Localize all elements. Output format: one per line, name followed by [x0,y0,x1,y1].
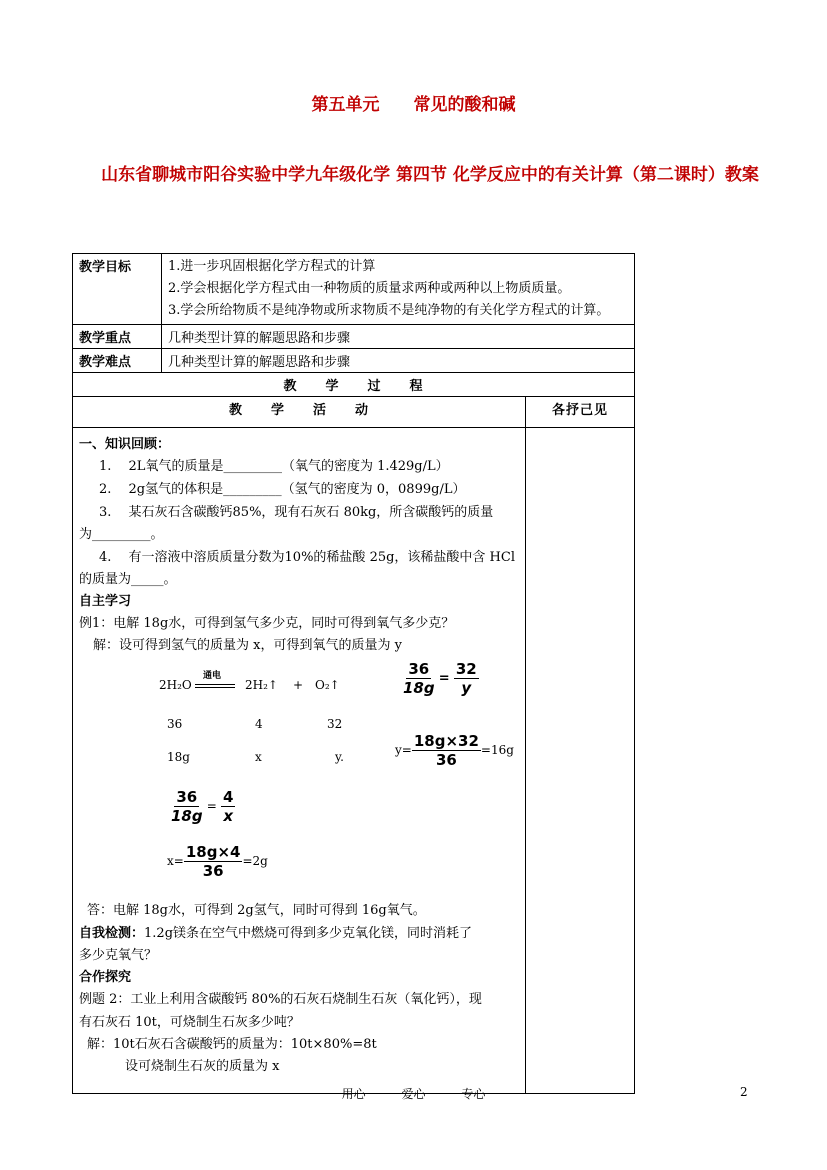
molar-mass-h2: 4 [255,717,263,731]
ratio-fraction-y [403,660,479,697]
equation-product-h2: 2H₂↑ [245,678,278,692]
equation-reactant: 2H₂O [159,678,192,692]
x-prefix: x= [167,854,184,868]
goals-cell [162,254,635,325]
cooperative-heading: 合作探究 [79,970,132,985]
footer-item: 用心 [341,1087,366,1101]
fraction-denominator: 18g [171,807,203,825]
solution-2: 解：10t石灰石含碳酸钙的质量为：10t×80%=8t [87,1037,377,1052]
question-3-line-1: 3. 某石灰石含碳酸钙85%，现有石灰石 80kg，所含碳酸钙的质量 [99,505,494,520]
ratio-fraction-x [171,788,235,825]
goal-item: 1.进一步巩固根据化学方程式的计算 [168,259,376,274]
goal-item: 2.学会根据化学方程式由一种物质的质量求两种或两种以上物质质量。 [168,281,571,296]
example-2-line-1: 例题 2：工业上利用含碳酸钙 80%的石灰石烧制生石灰（氧化钙），现 [79,992,482,1007]
lesson-plan-table [72,253,635,1094]
unknown-y: y. [335,750,344,764]
process-header: 教 学 过 程 [73,373,635,397]
unit-title: 第五单元 常见的酸和碱 [311,95,516,115]
equation-product-o2: O₂↑ [315,678,340,692]
y-calculation [395,732,514,769]
review-title: 一、知识回顾： [79,437,171,452]
example-1: 例1：电解 18g水，可得到氢气多少克，同时可得到氧气多少克？ [79,616,455,631]
question-4-line-2: 的质量为_____。 [79,572,177,587]
molar-mass-o2: 32 [327,717,343,731]
footer-item: 专心 [461,1087,486,1101]
fraction-numerator: 36 [408,660,430,678]
goals-label: 教学目标 [73,254,162,325]
fraction-numerator: 18g×32 [413,732,479,750]
fraction-denominator: y [461,679,472,697]
activity-header: 教 学 活 动 [73,397,526,428]
self-check-label: 自我检测： [79,926,145,941]
equation-condition: 通电 [203,671,222,681]
question-3-line-2: 为_________。 [79,527,164,542]
self-check-text: 1.2g镁条在空气中燃烧可得到多少克氧化镁，同时消耗了 [144,926,473,941]
fraction-denominator: 18g [403,679,435,697]
activity-content [73,428,526,1094]
notes-column [526,428,635,1094]
question-4-line-1: 4. 有一溶液中溶质质量分数为10%的稀盐酸 25g，该稀盐酸中含 HCl [99,550,516,565]
fraction-denominator: 36 [435,751,457,769]
question-1: 1. 2L氧气的质量是_________（氧气的密度为 1.429g/L） [99,459,449,474]
question-2: 2. 2g氢气的体积是_________（氢气的密度为 0，0899g/L） [99,482,466,497]
self-check-line-2: 多少克氧气？ [79,948,158,963]
fraction-denominator: 36 [202,862,224,880]
y-result: =16g [480,743,514,757]
fraction-denominator: x [223,807,234,825]
solution-1: 解：设可得到氢气的质量为 x，可得到氧气的质量为 y [93,638,402,653]
fraction-numerator: 18g×4 [185,843,241,861]
footer [0,1085,827,1102]
x-result: =2g [242,854,268,868]
focus-label: 教学重点 [73,325,162,349]
fraction-numerator: 36 [176,788,198,806]
fraction-numerator: 4 [222,788,234,806]
footer-item: 爱心 [401,1087,426,1101]
page-number: 2 [740,1085,748,1099]
goal-item: 3.学会所给物质不是纯净物或所求物质不是纯净物的有关化学方程式的计算。 [168,303,610,318]
y-prefix: y= [395,743,412,757]
lesson-title: 山东省聊城市阳谷实验中学九年级化学 第四节 化学反应中的有关计算（第二课时）教案 [101,165,759,185]
fraction-numerator: 32 [455,660,477,678]
answer-1: 答：电解 18g水，可得到 2g氢气，同时可得到 16g氧气。 [87,903,426,918]
notes-header: 各抒己见 [526,397,635,428]
solution-2-line-2: 设可烧制生石灰的质量为 x [125,1059,280,1074]
example-2-line-2: 有石灰石 10t，可烧制生石灰多少吨？ [79,1015,300,1030]
equals-sign: = [438,671,450,686]
equation-plus: + [293,678,304,692]
equals-sign: = [206,799,217,813]
difficulty-text: 几种类型计算的解题思路和步骤 [162,349,635,373]
unknown-x: x [255,750,262,764]
self-study-heading: 自主学习 [79,594,132,609]
given-mass: 18g [167,750,190,764]
equation-arrow [195,684,235,688]
focus-text: 几种类型计算的解题思路和步骤 [162,325,635,349]
x-calculation [167,843,268,880]
molar-mass-h2o: 36 [167,717,183,731]
difficulty-label: 教学难点 [73,349,162,373]
self-check [79,922,472,941]
